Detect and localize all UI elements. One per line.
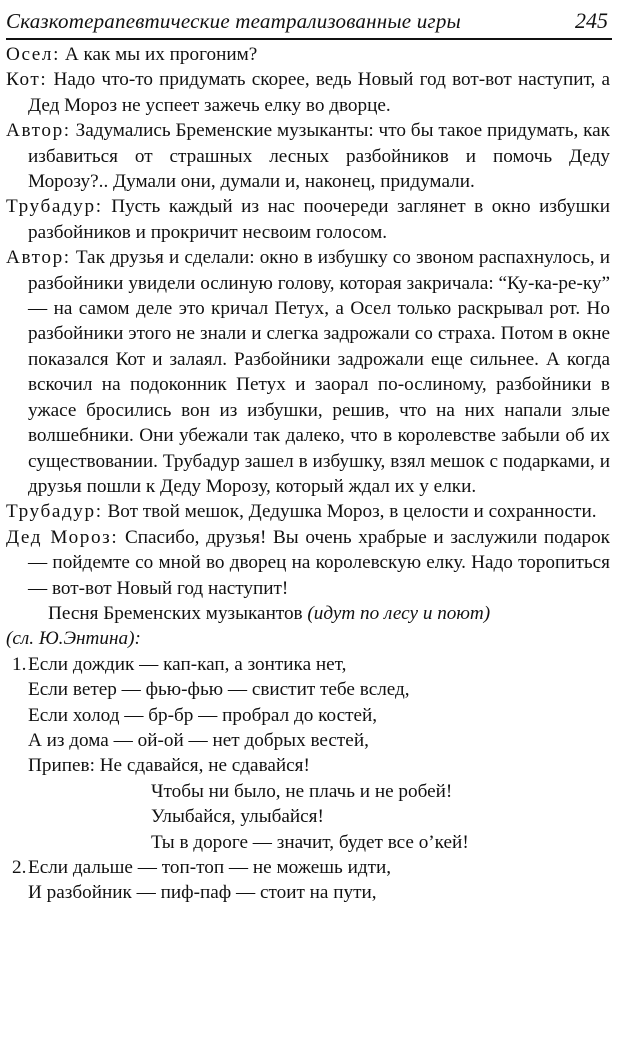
song-credit: (сл. Ю.Энтина): <box>6 628 141 650</box>
dialogue-line <box>6 118 610 194</box>
song-heading <box>6 601 610 626</box>
page-number: 245 <box>575 8 608 33</box>
refrain-line: Ты в дороге — значит, будет все о’кей! <box>151 831 469 853</box>
refrain-first-line <box>28 753 610 778</box>
refrain-label: Припев: <box>28 755 100 777</box>
stage-direction: (идут по лесу и поют) <box>307 602 491 624</box>
speaker-name: Кот: <box>6 69 48 91</box>
verse-1 <box>6 652 610 855</box>
speaker-name: Осел: <box>6 44 61 65</box>
dialogue-text: Надо что-то придумать скорее, ведь Новый год вот-вот наступит, а Дед Мороз не успеет зажечь елку во дворце. <box>28 69 610 116</box>
verse-line: А из дома — ой-ой — нет добрых вестей, <box>28 729 369 751</box>
speaker-name: Автор: <box>6 120 71 142</box>
dialogue-line <box>6 67 610 118</box>
verse-line-text: Если дальше — топ-топ — не можешь идти, <box>28 857 392 878</box>
dialogue-text: Задумались Бременские музыканты: что бы такое придумать, как избавиться от страшных лесных разбойников и помочь Деду Морозу?.. Думали они, думали и, наконец, придумали. <box>28 120 610 193</box>
song-title: Песня Бременских музыкантов <box>48 602 308 624</box>
dialogue-text: Так друзья и сделали: окно в избушку со звоном распахнулось, и разбойники увидели ослиную голову, которая закричала: “Ку-ка-ре-ку” — на самом деле это кричал Петух, а Осел только раскрывал рот. Но разбойники этого не знали и слегка задрожали со страха. Потом в окне показался Кот и залаял. Разбойники задрожали еще сильнее. А когда вскочил на подоконник Петух и заорал по-ослиному, разбойники в ужасе бросились вон из избушки, решив, что на них напали злые волшебники. Они убежали так далеко, что в королевстве забыли об их существовании. Трубадур зашел в избушку, взял мешок с подарками, и друзья пошли к Деду Морозу, который ждал их у елки. <box>28 247 610 497</box>
speaker-name: Трубадур: <box>6 196 103 218</box>
speaker-name: Дед Мороз: <box>6 526 119 548</box>
dialogue-line <box>6 245 610 499</box>
speaker-name: Автор: <box>6 247 71 269</box>
verse-line-text: Если дождик — кап-кап, а зонтика нет, <box>28 653 347 675</box>
dialogue-text: А как мы их прогоним? <box>60 44 258 65</box>
verse-line: Если ветер — фью-фью — свистит тебе вслед, <box>28 679 410 701</box>
verse-2 <box>6 855 610 906</box>
verse-line <box>12 652 610 677</box>
dialogue-line <box>6 42 610 67</box>
running-title: Сказкотерапевтические театрализованные игры <box>6 9 461 33</box>
refrain-line: Улыбайся, улыбайся! <box>151 806 324 828</box>
verse-line <box>12 855 610 880</box>
refrain-line: Чтобы ни было, не плачь и не робей! <box>151 780 453 802</box>
running-header <box>6 2 612 40</box>
verse-number: 1. <box>12 653 27 675</box>
dialogue-line <box>6 499 610 524</box>
verse-number: 2. <box>12 857 27 878</box>
verse-line: И разбойник — пиф-паф — стоит на пути, <box>28 882 377 904</box>
speaker-name: Трубадур: <box>6 501 103 523</box>
dialogue-text: Вот твой мешок, Дедушка Мороз, в целости и сохранности. <box>102 501 597 523</box>
refrain-line-text: Не сдавайся, не сдавайся! <box>99 755 310 777</box>
dialogue-text: Спасибо, друзья! Вы очень храбрые и заслужили подарок — пойдемте со мной во дворец на королевскую елку. Надо торопиться — вот-вот Новый год наступит! <box>28 526 610 599</box>
verse-line: Если холод — бр-бр — пробрал до костей, <box>28 704 378 726</box>
dialogue-line <box>6 194 610 245</box>
page-body <box>6 42 610 906</box>
dialogue-text: Пусть каждый из нас поочереди заглянет в окно избушки разбойников и прокричит несвоим голосом. <box>28 196 610 243</box>
dialogue-line <box>6 525 610 601</box>
